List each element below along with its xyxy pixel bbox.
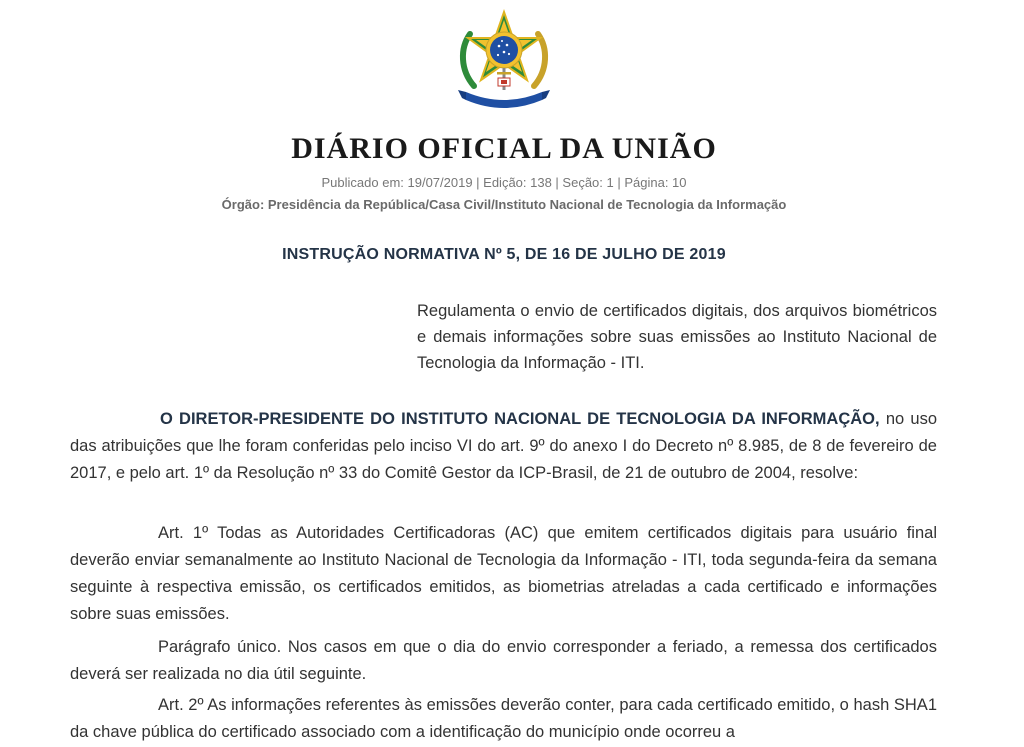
newspaper-title: DIÁRIO OFICIAL DA UNIÃO bbox=[291, 132, 717, 165]
sole-paragraph: Parágrafo único. Nos casos em que o dia do envio corresponder a feriado, a remessa dos certificados deverá ser realizada no dia útil seguinte. bbox=[70, 638, 937, 683]
preamble-text: no uso das atribuições que lhe foram conferidas pelo inciso VI do art. 9º do anexo I do Decreto nº 8.985, de 8 de fevereiro de 2017, e pelo art. 1º da Resolução nº 33 do Comitê Gestor da ICP-Brasil, de 21 de outubro de 2004, resolve: bbox=[70, 410, 937, 482]
publication-info: Publicado em: 19/07/2019 | Edição: 138 | Seção: 1 | Página: 10 bbox=[321, 175, 687, 190]
preamble-authority: O DIRETOR-PRESIDENTE DO INSTITUTO NACIONAL DE TECNOLOGIA DA INFORMAÇÃO, bbox=[160, 410, 880, 428]
preamble-paragraph bbox=[70, 406, 937, 487]
coat-of-arms-emblem bbox=[452, 8, 556, 112]
article-1: Art. 1º Todas as Autoridades Certificadoras (AC) que emitem certificados digitais para usuário final deverão enviar semanalmente ao Instituto Nacional de Tecnologia da Informação - ITI, toda segunda-feira da semana seguinte à respectiva emissão, os certificados emitidos, as biometrias atreladas a cada certificado e informações sobre suas emissões. bbox=[70, 524, 937, 623]
article-2: Art. 2º As informações referentes às emissões deverão conter, para cada certificado emitido, o hash SHA1 da chave pública do certificado associado com a identificação do município onde ocorreu a bbox=[70, 696, 937, 741]
act-summary: Regulamenta o envio de certificados digitais, dos arquivos biométricos e demais informações sobre suas emissões ao Instituto Nacional de Tecnologia da Informação - ITI. bbox=[417, 302, 937, 372]
issuing-organ: Órgão: Presidência da República/Casa Civil/Instituto Nacional de Tecnologia da Informação bbox=[221, 197, 787, 212]
act-title: INSTRUÇÃO NORMATIVA Nº 5, DE 16 DE JULHO DE 2019 bbox=[282, 246, 726, 263]
